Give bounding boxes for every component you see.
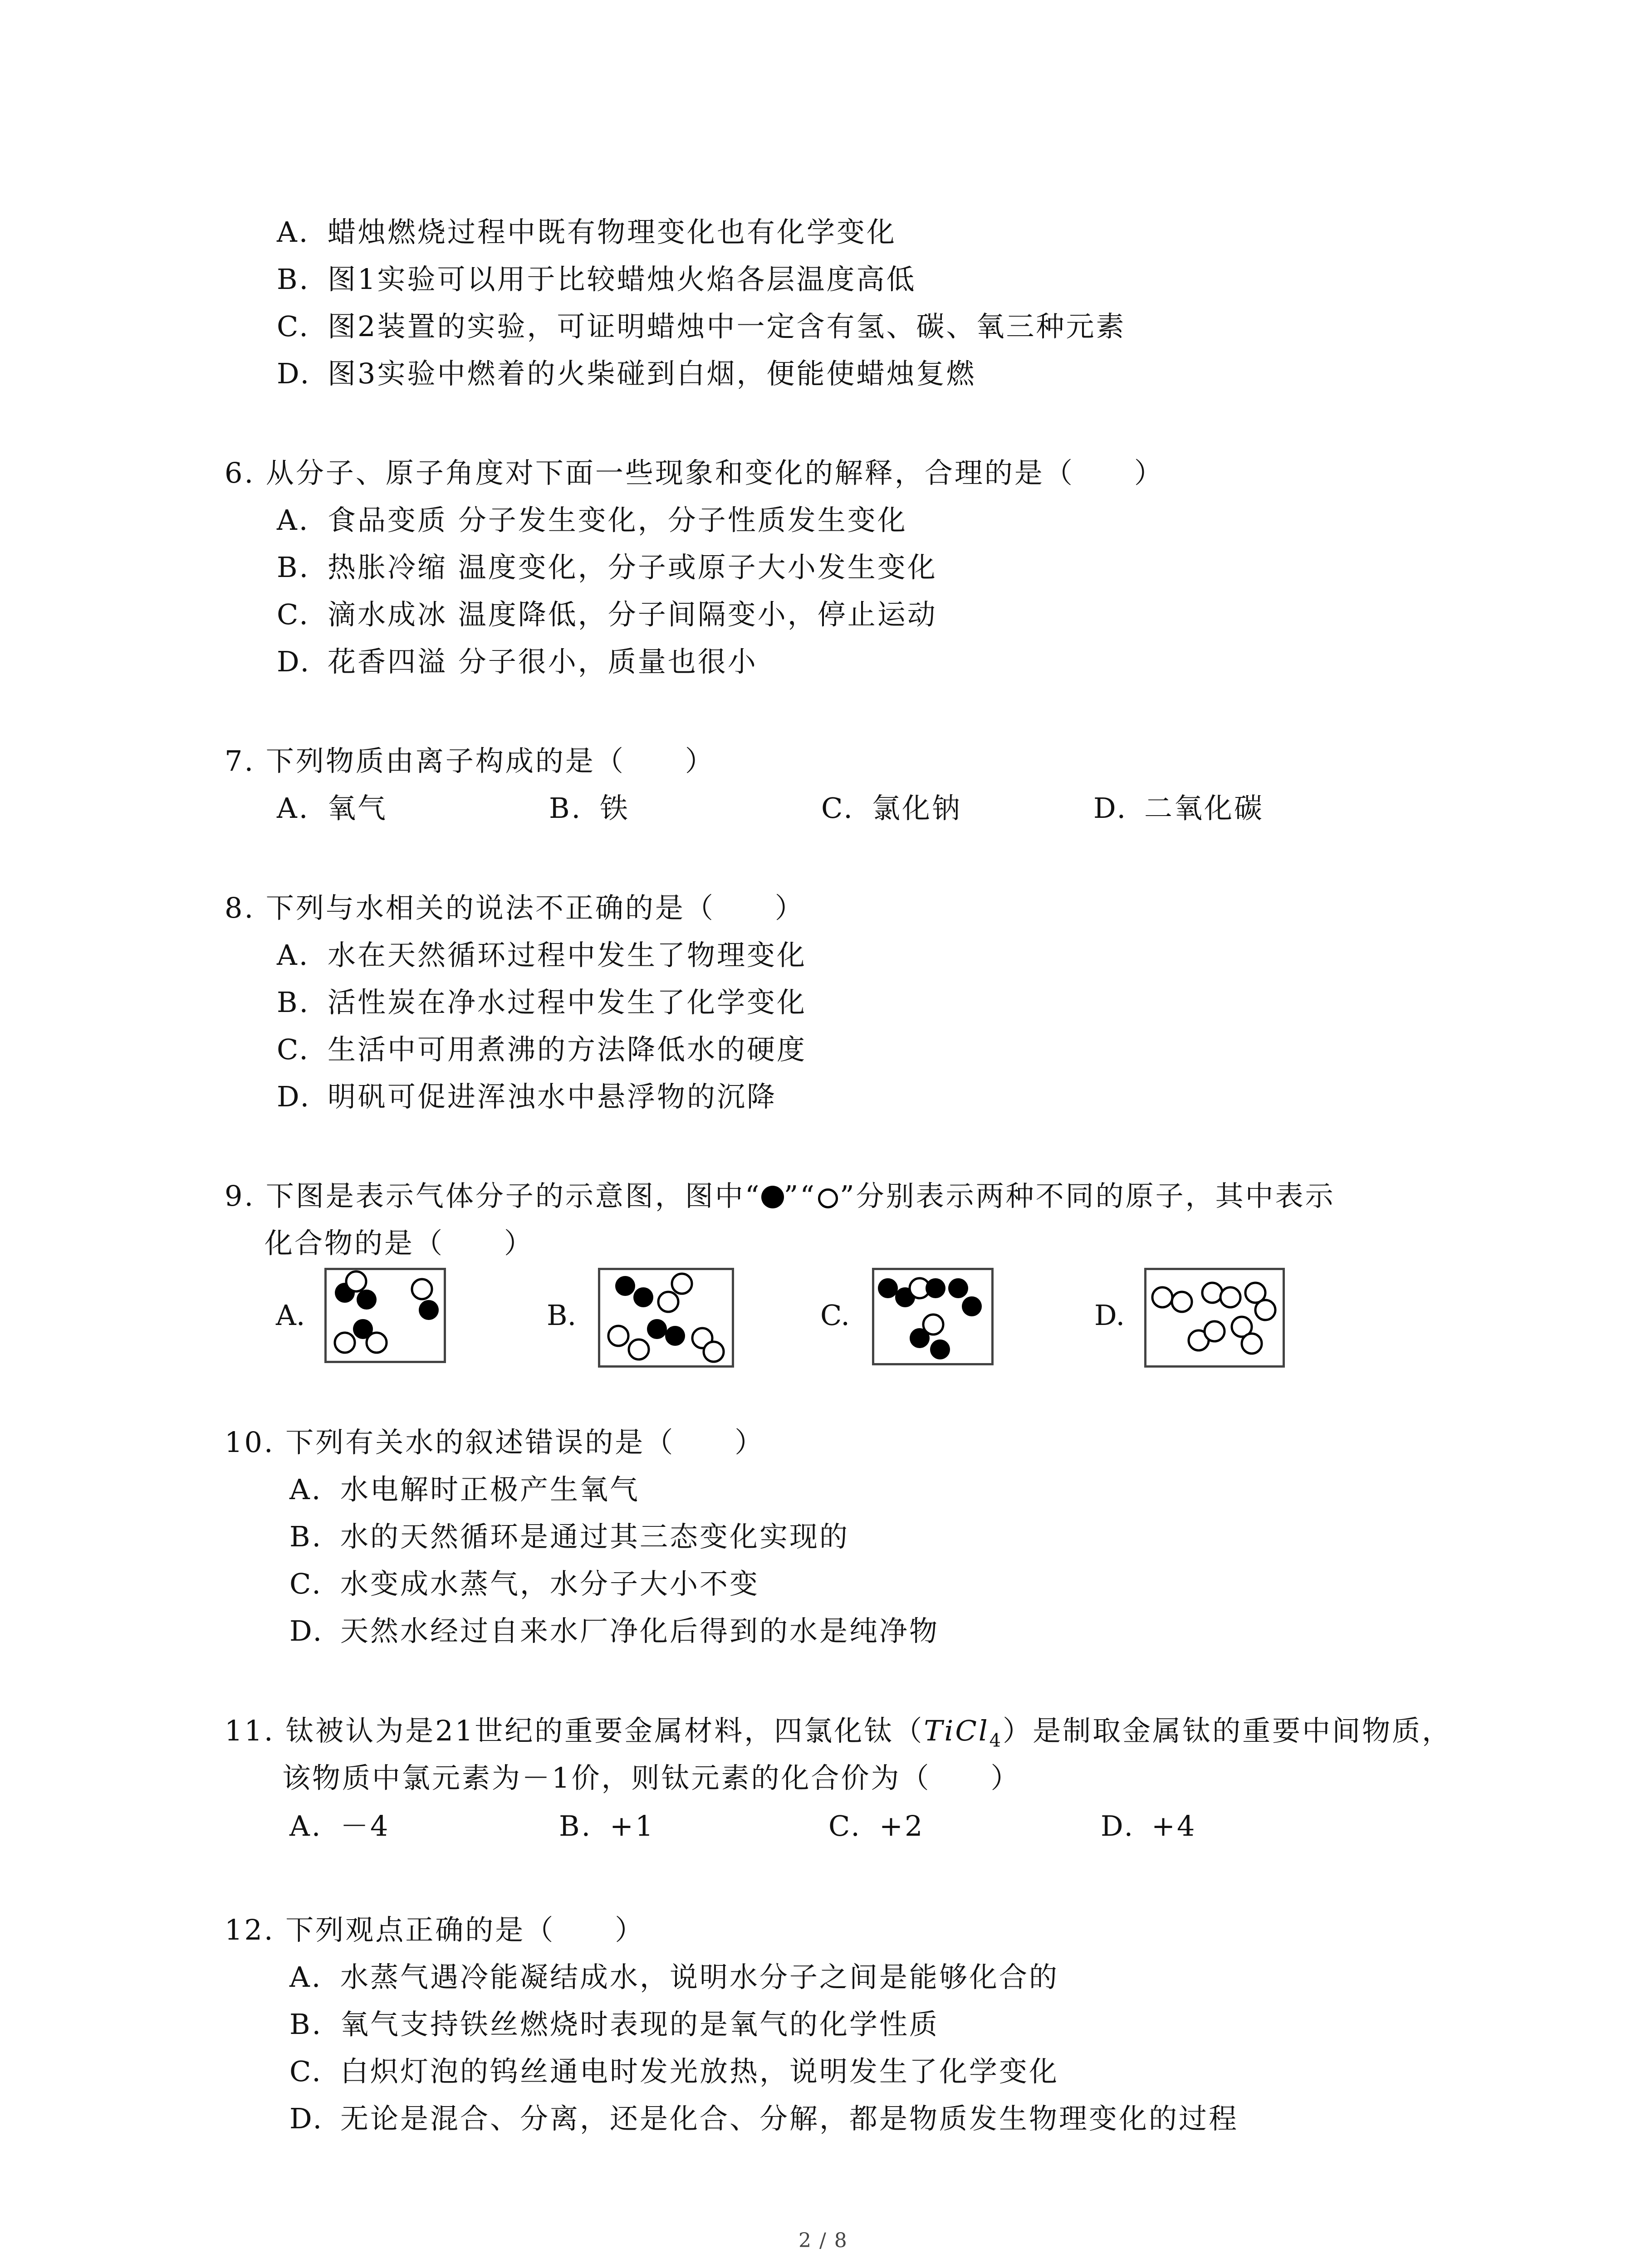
q8-stem: 8. 下列与水相关的说法不正确的是（ ） <box>225 891 805 924</box>
black-atom-symbol <box>761 1186 784 1208</box>
q10-option-b: B. 水的天然循环是通过其三态变化实现的 <box>289 1520 850 1553</box>
q9-stem-line2: 化合物的是（ ） <box>265 1227 534 1260</box>
q5-option-d: D. 图3实验中燃着的火柴碰到白烟，便能使蜡烛复燃 <box>277 357 976 390</box>
q10-option-c: C. 水变成水蒸气，水分子大小不变 <box>289 1567 760 1600</box>
q9-diagram-b <box>598 1268 734 1368</box>
q10-stem: 10. 下列有关水的叙述错误的是（ ） <box>225 1426 765 1459</box>
q7-option-a: A. 氧气 <box>277 792 388 825</box>
q9-stem: 9. 下图是表示气体分子的示意图，图中“ ”“ ”分别表示两种不同的原子，其中表示 <box>225 1179 1335 1212</box>
q7-stem: 7. 下列物质由离子构成的是（ ） <box>225 744 715 777</box>
q6-option-a: A. 食品变质 分子发生变化，分子性质发生变化 <box>277 503 907 537</box>
q5-option-a: A. 蜡烛燃烧过程中既有物理变化也有化学变化 <box>277 215 897 249</box>
q8-option-a: A. 水在天然循环过程中发生了物理变化 <box>277 938 807 972</box>
ticl4-formula: TiCl$_4$ <box>924 1714 1003 1751</box>
q9-label-a: A. <box>276 1299 305 1332</box>
q11-stem: 11. 钛被认为是21世纪的重要金属材料，四氯化钛（TiCl$_4$）是制取金属钛的重要中间物质， <box>225 1714 1452 1751</box>
q11-option-b: B. +1 <box>559 1809 655 1843</box>
q9-diagram-d <box>1144 1268 1285 1368</box>
q5-option-b: B. 图1实验可以用于比较蜡烛火焰各层温度高低 <box>277 263 916 296</box>
q9-label-c: C. <box>820 1299 850 1332</box>
q6-option-b: B. 热胀冷缩 温度变化，分子或原子大小发生变化 <box>277 551 937 584</box>
q8-option-b: B. 活性炭在净水过程中发生了化学变化 <box>277 986 807 1019</box>
q9-diagram-c <box>872 1268 994 1365</box>
q6-stem: 6. 从分子、原子角度对下面一些现象和变化的解释，合理的是（ ） <box>225 456 1164 489</box>
q7-option-c: C. 氯化钠 <box>821 792 962 825</box>
q10-option-a: A. 水电解时正极产生氧气 <box>289 1473 640 1506</box>
q12-option-d: D. 无论是混合、分离，还是化合、分解，都是物质发生物理变化的过程 <box>289 2102 1239 2135</box>
q9-label-d: D. <box>1094 1299 1125 1332</box>
q11-option-d: D. +4 <box>1101 1809 1197 1843</box>
q6-option-d: D. 花香四溢 分子很小，质量也很小 <box>277 645 758 678</box>
q12-option-b: B. 氧气支持铁丝燃烧时表现的是氧气的化学性质 <box>289 2008 940 2041</box>
q11-stem-line2: 该物质中氯元素为－1价，则钛元素的化合价为（ ） <box>282 1761 1021 1794</box>
q12-option-c: C. 白炽灯泡的钨丝通电时发光放热，说明发生了化学变化 <box>289 2055 1059 2088</box>
q9-diagram-a <box>324 1268 446 1363</box>
white-atom-symbol <box>818 1188 838 1208</box>
q8-option-d: D. 明矾可促进浑浊水中悬浮物的沉降 <box>277 1080 777 1113</box>
q7-option-b: B. 铁 <box>549 792 630 825</box>
q6-option-c: C. 滴水成冰 温度降低，分子间隔变小，停止运动 <box>277 598 937 631</box>
q10-option-d: D. 天然水经过自来水厂净化后得到的水是纯净物 <box>289 1614 940 1647</box>
q12-stem: 12. 下列观点正确的是（ ） <box>225 1913 645 1946</box>
q11-option-c: C. +2 <box>828 1809 925 1843</box>
page-number: 2 / 8 <box>798 2229 848 2252</box>
q5-option-c: C. 图2装置的实验，可证明蜡烛中一定含有氢、碳、氧三种元素 <box>277 310 1126 343</box>
q11-option-a: A. －4 <box>289 1809 390 1843</box>
q12-option-a: A. 水蒸气遇冷能凝结成水，说明水分子之间是能够化合的 <box>289 1960 1059 1994</box>
q8-option-c: C. 生活中可用煮沸的方法降低水的硬度 <box>277 1033 807 1066</box>
q9-label-b: B. <box>547 1299 577 1332</box>
q7-option-d: D. 二氧化碳 <box>1093 792 1264 825</box>
